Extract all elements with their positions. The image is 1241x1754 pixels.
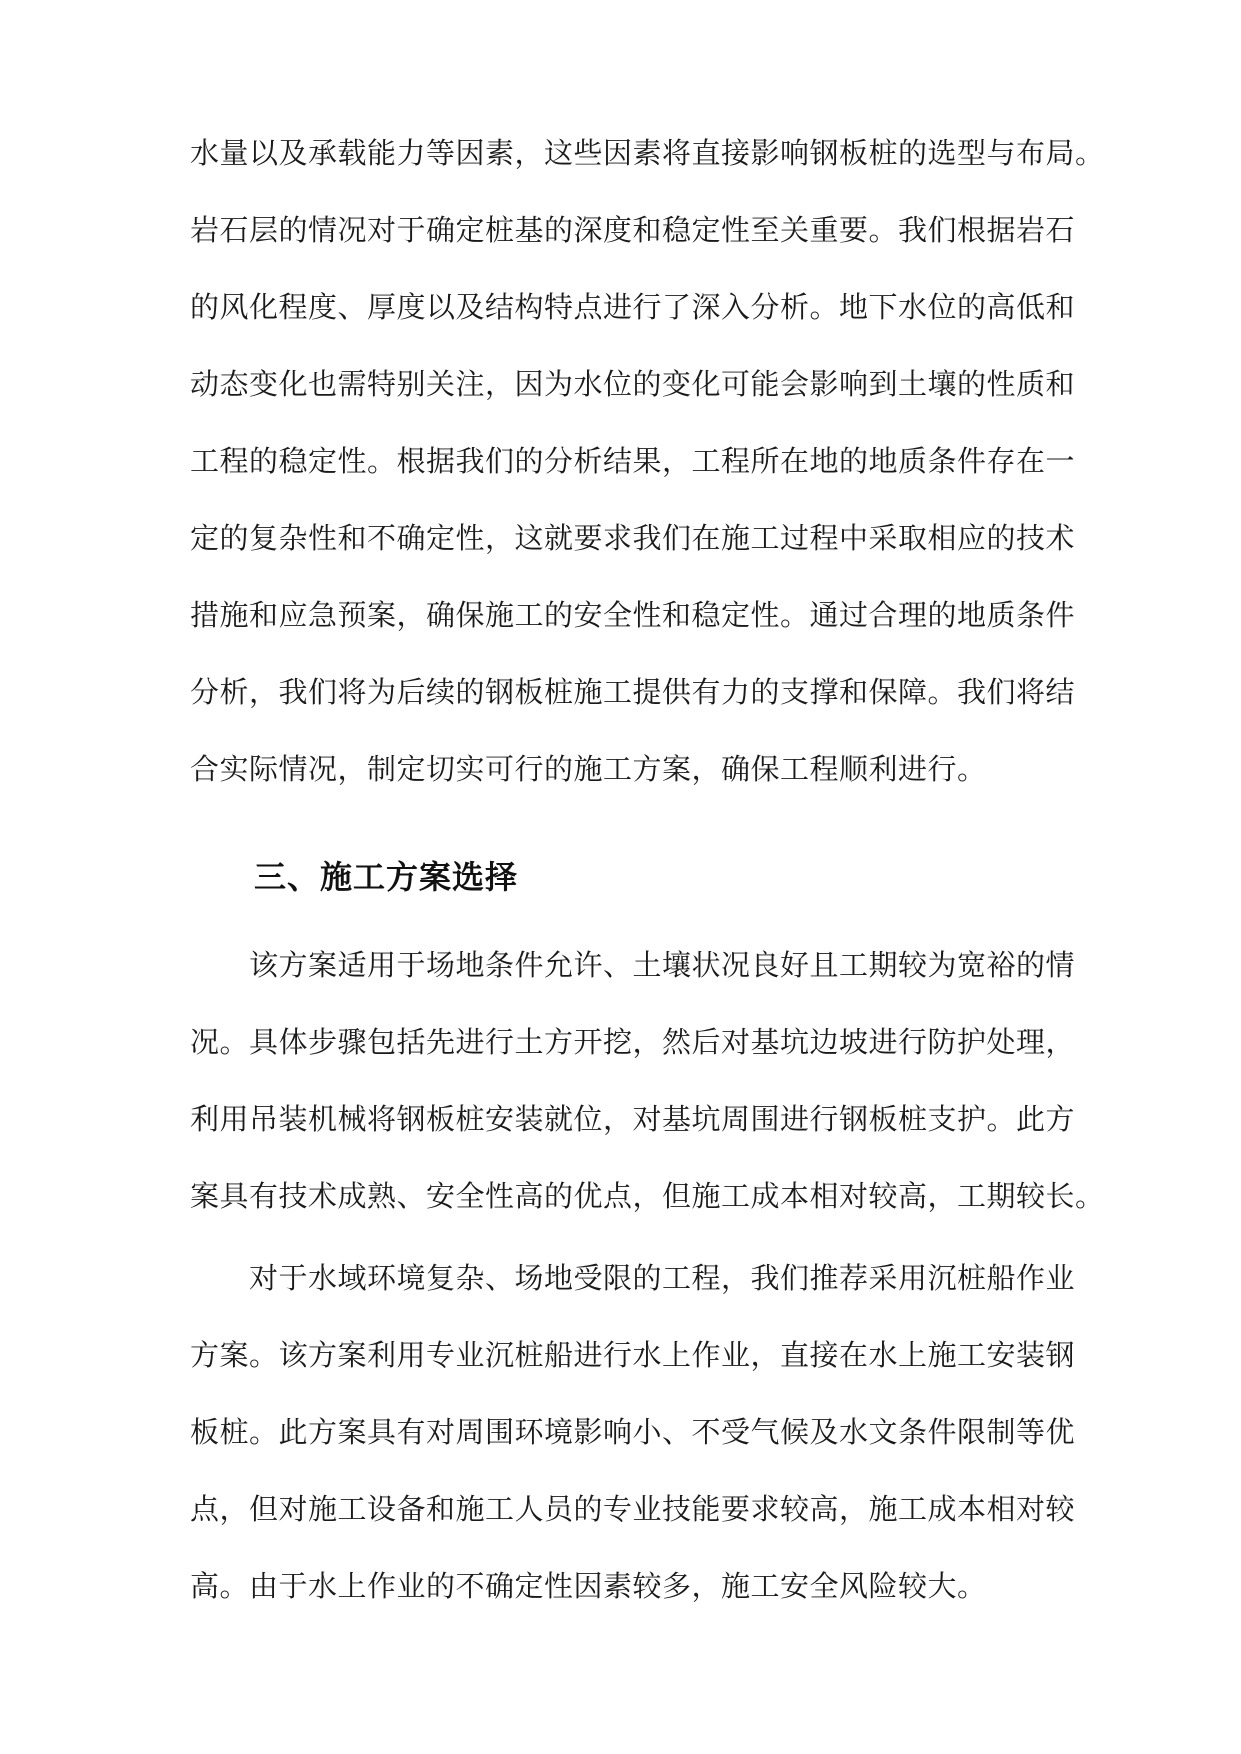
text-line: 利用吊装机械将钢板桩安装就位，对基坑周围进行钢板桩支护。此方 [190,1102,1076,1136]
text-line: 该方案适用于场地条件允许、土壤状况良好且工期较为宽裕的情 [190,948,1076,982]
text-line: 况。具体步骤包括先进行土方开挖，然后对基坑边坡进行防护处理， [190,1025,1076,1059]
text-line: 水量以及承载能力等因素，这些因素将直接影响钢板桩的选型与布局。 [190,136,1105,170]
text-line: 对于水域环境复杂、场地受限的工程，我们推荐采用沉桩船作业 [190,1261,1076,1295]
text-line: 高。由于水上作业的不确定性因素较多，施工安全风险较大。 [190,1569,987,1603]
text-line: 分析，我们将为后续的钢板桩施工提供有力的支撑和保障。我们将结 [190,675,1076,709]
text-line: 定的复杂性和不确定性，这就要求我们在施工过程中采取相应的技术 [190,521,1076,555]
text-line: 板桩。此方案具有对周围环境影响小、不受气候及水文条件限制等优 [190,1415,1076,1449]
text-line: 方案。该方案利用专业沉桩船进行水上作业，直接在水上施工安装钢 [190,1338,1076,1372]
text-line: 案具有技术成熟、安全性高的优点，但施工成本相对较高，工期较长。 [190,1179,1105,1213]
text-line: 动态变化也需特别关注，因为水位的变化可能会影响到土壤的性质和 [190,367,1076,401]
text-line: 点，但对施工设备和施工人员的专业技能要求较高，施工成本相对较 [190,1492,1076,1526]
text-line: 措施和应急预案，确保施工的安全性和稳定性。通过合理的地质条件 [190,598,1076,632]
text-line: 的风化程度、厚度以及结构特点进行了深入分析。地下水位的高低和 [190,290,1076,324]
section-heading: 三、施工方案选择 [254,858,519,896]
text-line: 工程的稳定性。根据我们的分析结果，工程所在地的地质条件存在一 [190,444,1076,478]
text-line: 岩石层的情况对于确定桩基的深度和稳定性至关重要。我们根据岩石 [190,213,1076,247]
text-line: 合实际情况，制定切实可行的施工方案，确保工程顺利进行。 [190,752,987,786]
